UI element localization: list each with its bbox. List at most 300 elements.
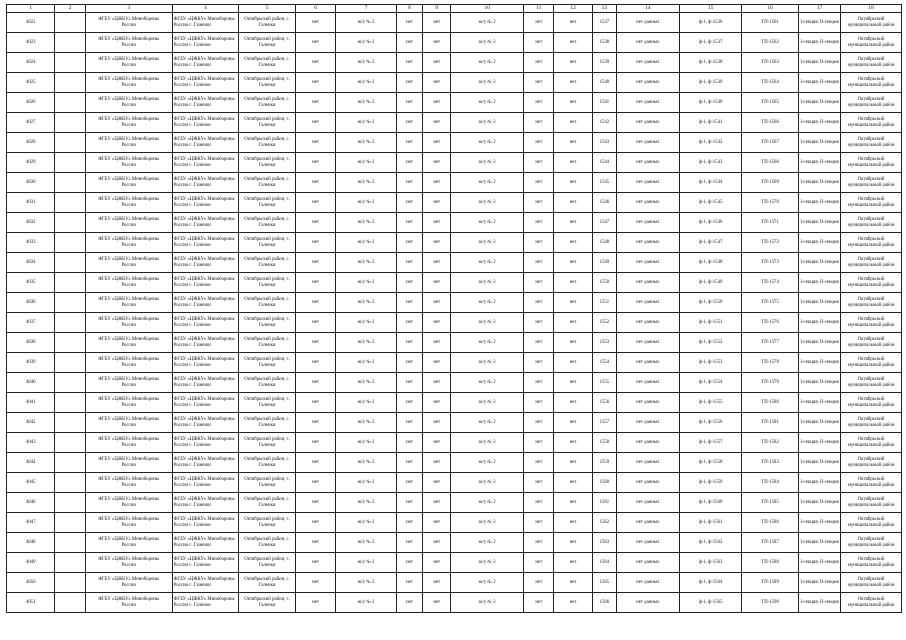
holder-cell-line-1: ФГБУ «ЦЖКУ» Минобороны	[173, 376, 235, 382]
holder-cell-line-1: ФГБУ «ЦЖКУ» Минобороны	[173, 436, 235, 442]
col-13-cell: 1554	[592, 353, 616, 373]
row-number-cell: 4033	[7, 233, 55, 253]
col-10-cell: ю/у № 2	[451, 33, 524, 53]
col-2-cell	[55, 353, 85, 373]
district-cell	[841, 373, 902, 393]
col-10-cell: ю/у № 2	[451, 113, 524, 133]
table-row	[7, 293, 902, 313]
holder-cell-line-1: ФГБУ «ЦЖКУ» Минобороны	[173, 296, 235, 302]
location-cell-line-1: Октябрьский район, с.	[244, 156, 290, 162]
district-cell	[841, 413, 902, 433]
location-cell-line-2: Галенки	[258, 202, 276, 208]
location-cell-line-1: Октябрьский район, с.	[244, 56, 290, 62]
location-cell-line-2: Галенки	[258, 342, 276, 348]
col-8-cell: нет	[396, 33, 422, 53]
location-cell-line-2: Галенки	[258, 22, 276, 28]
holder-cell-line-1: ФГБУ «ЦЖКУ» Минобороны	[173, 356, 235, 362]
district-cell-line-2: муниципальный район	[847, 522, 895, 528]
col-12-cell: нет	[554, 73, 592, 93]
table-row	[7, 153, 902, 173]
holder-cell-line-2: России с. Галенки	[173, 122, 211, 128]
organization-cell-line-1: ФГБУ «ЦЖКУ» Минобороны	[98, 116, 160, 122]
column-header-7: 7	[336, 5, 397, 13]
col-12-cell: нет	[554, 153, 592, 173]
holder-cell-line-2: России с. Галенки	[173, 582, 211, 588]
col-16-cell: ТП-1581	[742, 413, 799, 433]
district-cell	[841, 273, 902, 293]
col-9-cell: нет	[423, 253, 451, 273]
col-13-cell: 1559	[592, 453, 616, 473]
col-2-cell	[55, 253, 85, 273]
district-cell-line-2: муниципальный район	[847, 322, 895, 328]
col-14-cell: нет данных	[617, 313, 680, 333]
organization-cell-line-2: России	[121, 142, 136, 148]
col-6-cell: нет	[295, 513, 335, 533]
holder-cell	[172, 553, 239, 573]
col-11-cell: нет	[524, 393, 554, 413]
col-10-cell: ю/у № 2	[451, 153, 524, 173]
col-13-cell: 1543	[592, 133, 616, 153]
col-14-cell: нет данных	[617, 153, 680, 173]
organization-cell	[85, 493, 172, 513]
location-cell-line-2: Галенки	[258, 142, 276, 148]
col-8-cell: нет	[396, 313, 422, 333]
col-17-cell: I-секция, II-секция	[798, 33, 840, 53]
holder-cell-line-2: России с. Галенки	[173, 142, 211, 148]
organization-cell-line-1: ФГБУ «ЦЖКУ» Минобороны	[98, 256, 160, 262]
col-17-cell: I-секция, II-секция	[798, 413, 840, 433]
holder-cell-line-1: ФГБУ «ЦЖКУ» Минобороны	[173, 456, 235, 462]
col-2-cell	[55, 293, 85, 313]
organization-cell	[85, 593, 172, 613]
district-cell-line-1: Октябрьский	[857, 556, 885, 562]
location-cell-line-1: Октябрьский район, с.	[244, 456, 290, 462]
col-16-cell: ТП-1572	[742, 233, 799, 253]
column-header-18: 18	[841, 5, 902, 13]
col-14-cell: нет данных	[617, 553, 680, 573]
col-8-cell: нет	[396, 533, 422, 553]
holder-cell-line-1: ФГБУ «ЦЖКУ» Минобороны	[173, 96, 235, 102]
holder-cell	[172, 193, 239, 213]
col-16-cell: ТП-1565	[742, 93, 799, 113]
location-cell-line-1: Октябрьский район, с.	[244, 236, 290, 242]
holder-cell-line-2: России с. Галенки	[173, 382, 211, 388]
column-header-9: 9	[423, 5, 451, 13]
organization-cell-line-1: ФГБУ «ЦЖКУ» Минобороны	[98, 516, 160, 522]
district-cell	[841, 113, 902, 133]
row-number-cell: 4047	[7, 513, 55, 533]
col-15-cell: ф-1, ф-1557	[679, 433, 742, 453]
col-10-cell: ю/у № 2	[451, 233, 524, 253]
col-11-cell: нет	[524, 113, 554, 133]
col-10-cell: ю/у № 2	[451, 553, 524, 573]
district-cell-line-1: Октябрьский	[857, 516, 885, 522]
organization-cell-line-2: России	[121, 62, 136, 68]
column-header-4: 4	[172, 5, 239, 13]
district-cell-line-1: Октябрьский	[857, 416, 885, 422]
row-number-cell: 4027	[7, 113, 55, 133]
col-8-cell: нет	[396, 573, 422, 593]
district-cell-line-2: муниципальный район	[847, 262, 895, 268]
col-17-cell: I-секция, II-секция	[798, 493, 840, 513]
col-16-cell: ТП-1573	[742, 253, 799, 273]
col-9-cell: нет	[423, 273, 451, 293]
col-8-cell: нет	[396, 373, 422, 393]
location-cell	[239, 33, 296, 53]
col-9-cell: нет	[423, 553, 451, 573]
organization-cell	[85, 193, 172, 213]
col-13-cell: 1557	[592, 413, 616, 433]
location-cell-line-1: Октябрьский район, с.	[244, 556, 290, 562]
holder-cell-line-1: ФГБУ «ЦЖКУ» Минобороны	[173, 36, 235, 42]
row-number-cell: 4043	[7, 433, 55, 453]
col-15-cell: ф-1, ф-1538	[679, 53, 742, 73]
holder-cell-line-2: России с. Галенки	[173, 22, 211, 28]
holder-cell	[172, 153, 239, 173]
col-15-cell: ф-1, ф-1539	[679, 73, 742, 93]
col-6-cell: нет	[295, 473, 335, 493]
location-cell-line-2: Галенки	[258, 422, 276, 428]
location-cell-line-1: Октябрьский район, с.	[244, 396, 290, 402]
organization-cell-line-1: ФГБУ «ЦЖКУ» Минобороны	[98, 596, 160, 602]
holder-cell-line-1: ФГБУ «ЦЖКУ» Минобороны	[173, 216, 235, 222]
col-6-cell: нет	[295, 133, 335, 153]
row-number-cell: 4044	[7, 453, 55, 473]
holder-cell-line-1: ФГБУ «ЦЖКУ» Минобороны	[173, 336, 235, 342]
district-cell	[841, 13, 902, 33]
organization-cell-line-2: России	[121, 602, 136, 608]
district-cell	[841, 253, 902, 273]
col-6-cell: нет	[295, 393, 335, 413]
location-cell-line-1: Октябрьский район, с.	[244, 516, 290, 522]
col-14-cell: нет данных	[617, 333, 680, 353]
organization-cell-line-2: России	[121, 362, 136, 368]
col-10-cell: ю/у № 2	[451, 353, 524, 373]
col-17-cell: I-секция, II-секция	[798, 513, 840, 533]
col-10-cell: ю/у № 2	[451, 293, 524, 313]
row-number-cell: 4042	[7, 413, 55, 433]
organization-cell-line-2: России	[121, 262, 136, 268]
col-10-cell: ю/у № 2	[451, 173, 524, 193]
col-2-cell	[55, 73, 85, 93]
holder-cell-line-1: ФГБУ «ЦЖКУ» Минобороны	[173, 596, 235, 602]
location-cell-line-2: Галенки	[258, 242, 276, 248]
location-cell-line-1: Октябрьский район, с.	[244, 316, 290, 322]
district-cell-line-1: Октябрьский	[857, 396, 885, 402]
col-10-cell: ю/у № 2	[451, 313, 524, 333]
organization-cell-line-2: России	[121, 342, 136, 348]
col-17-cell: I-секция, II-секция	[798, 353, 840, 373]
location-cell-line-2: Галенки	[258, 602, 276, 608]
col-14-cell: нет данных	[617, 433, 680, 453]
district-cell-line-1: Октябрьский	[857, 576, 885, 582]
district-cell-line-1: Октябрьский	[857, 216, 885, 222]
organization-cell-line-2: России	[121, 382, 136, 388]
district-cell	[841, 73, 902, 93]
location-cell-line-2: Галенки	[258, 502, 276, 508]
organization-cell	[85, 373, 172, 393]
location-cell-line-2: Галенки	[258, 282, 276, 288]
organization-cell-line-1: ФГБУ «ЦЖКУ» Минобороны	[98, 456, 160, 462]
organization-cell-line-2: России	[121, 322, 136, 328]
row-number-cell: 4050	[7, 573, 55, 593]
district-cell-line-1: Октябрьский	[857, 256, 885, 262]
holder-cell	[172, 213, 239, 233]
col-8-cell: нет	[396, 273, 422, 293]
col-12-cell: нет	[554, 333, 592, 353]
column-header-8: 8	[396, 5, 422, 13]
holder-cell	[172, 513, 239, 533]
location-cell	[239, 233, 296, 253]
col-15-cell: ф-1, ф-1564	[679, 573, 742, 593]
col-13-cell: 1561	[592, 493, 616, 513]
location-cell	[239, 493, 296, 513]
row-number-cell: 4051	[7, 593, 55, 613]
col-11-cell: нет	[524, 353, 554, 373]
organization-cell-line-2: России	[121, 182, 136, 188]
col-10-cell: ю/у № 2	[451, 73, 524, 93]
col-16-cell: ТП-1574	[742, 273, 799, 293]
column-header-1: 1	[7, 5, 55, 13]
col-6-cell: нет	[295, 453, 335, 473]
organization-cell-line-1: ФГБУ «ЦЖКУ» Минобороны	[98, 556, 160, 562]
col-16-cell: ТП-1563	[742, 53, 799, 73]
col-12-cell: нет	[554, 313, 592, 333]
district-cell-line-1: Октябрьский	[857, 156, 885, 162]
col-12-cell: нет	[554, 293, 592, 313]
col-16-cell: ТП-1566	[742, 113, 799, 133]
col-8-cell: нет	[396, 213, 422, 233]
col-6-cell: нет	[295, 33, 335, 53]
col-15-cell: ф-1, ф-1543	[679, 153, 742, 173]
district-cell	[841, 213, 902, 233]
col-6-cell: нет	[295, 493, 335, 513]
holder-cell	[172, 293, 239, 313]
holder-cell-line-1: ФГБУ «ЦЖКУ» Минобороны	[173, 116, 235, 122]
column-header-16: 16	[742, 5, 799, 13]
organization-cell-line-2: России	[121, 462, 136, 468]
organization-cell-line-2: России	[121, 402, 136, 408]
col-13-cell: 1544	[592, 153, 616, 173]
col-7-cell: ю/у № 2	[336, 513, 397, 533]
district-cell-line-2: муниципальный район	[847, 222, 895, 228]
col-11-cell: нет	[524, 473, 554, 493]
col-7-cell: ю/у № 2	[336, 253, 397, 273]
col-8-cell: нет	[396, 193, 422, 213]
district-cell-line-2: муниципальный район	[847, 442, 895, 448]
col-9-cell: нет	[423, 173, 451, 193]
location-cell-line-1: Октябрьский район, с.	[244, 16, 290, 22]
col-9-cell: нет	[423, 293, 451, 313]
col-10-cell: ю/у № 2	[451, 193, 524, 213]
col-17-cell: I-секция, II-секция	[798, 53, 840, 73]
location-cell-line-1: Октябрьский район, с.	[244, 176, 290, 182]
district-cell-line-2: муниципальный район	[847, 22, 895, 28]
holder-cell-line-2: России с. Галенки	[173, 102, 211, 108]
col-6-cell: нет	[295, 573, 335, 593]
row-number-cell: 4028	[7, 133, 55, 153]
table-row	[7, 313, 902, 333]
holder-cell-line-2: России с. Галенки	[173, 422, 211, 428]
col-16-cell: ТП-1564	[742, 73, 799, 93]
table-row	[7, 393, 902, 413]
district-cell-line-1: Октябрьский	[857, 496, 885, 502]
holder-cell	[172, 233, 239, 253]
organization-cell-line-2: России	[121, 542, 136, 548]
col-10-cell: ю/у № 2	[451, 333, 524, 353]
col-11-cell: нет	[524, 573, 554, 593]
holder-cell-line-1: ФГБУ «ЦЖКУ» Минобороны	[173, 396, 235, 402]
location-cell-line-2: Галенки	[258, 382, 276, 388]
district-cell	[841, 313, 902, 333]
col-12-cell: нет	[554, 193, 592, 213]
col-10-cell: ю/у № 2	[451, 433, 524, 453]
district-cell	[841, 293, 902, 313]
table-row	[7, 513, 902, 533]
col-11-cell: нет	[524, 453, 554, 473]
col-9-cell: нет	[423, 33, 451, 53]
location-cell-line-1: Октябрьский район, с.	[244, 36, 290, 42]
col-6-cell: нет	[295, 413, 335, 433]
organization-cell-line-2: России	[121, 82, 136, 88]
col-8-cell: нет	[396, 113, 422, 133]
holder-cell-line-1: ФГБУ «ЦЖКУ» Минобороны	[173, 536, 235, 542]
col-17-cell: I-секция, II-секция	[798, 433, 840, 453]
col-2-cell	[55, 173, 85, 193]
col-7-cell: ю/у № 2	[336, 293, 397, 313]
district-cell-line-1: Октябрьский	[857, 336, 885, 342]
district-cell-line-2: муниципальный район	[847, 342, 895, 348]
col-7-cell: ю/у № 2	[336, 193, 397, 213]
table-row	[7, 113, 902, 133]
col-17-cell: I-секция, II-секция	[798, 133, 840, 153]
district-cell-line-2: муниципальный район	[847, 82, 895, 88]
row-number-cell: 4046	[7, 493, 55, 513]
col-11-cell: нет	[524, 133, 554, 153]
location-cell	[239, 593, 296, 613]
location-cell-line-2: Галенки	[258, 582, 276, 588]
organization-cell-line-2: России	[121, 482, 136, 488]
table-row	[7, 173, 902, 193]
organization-cell	[85, 213, 172, 233]
row-number-cell: 4041	[7, 393, 55, 413]
organization-cell-line-2: России	[121, 202, 136, 208]
holder-cell	[172, 113, 239, 133]
col-16-cell: ТП-1582	[742, 433, 799, 453]
col-2-cell	[55, 473, 85, 493]
organization-cell-line-1: ФГБУ «ЦЖКУ» Минобороны	[98, 336, 160, 342]
col-15-cell: ф-1, ф-1550	[679, 293, 742, 313]
holder-cell-line-2: России с. Галенки	[173, 602, 211, 608]
district-cell	[841, 33, 902, 53]
col-15-cell: ф-1, ф-1548	[679, 253, 742, 273]
col-7-cell: ю/у № 2	[336, 113, 397, 133]
col-6-cell: нет	[295, 113, 335, 133]
organization-cell-line-2: России	[121, 302, 136, 308]
organization-cell	[85, 553, 172, 573]
table-row	[7, 133, 902, 153]
organization-cell	[85, 333, 172, 353]
holder-cell	[172, 173, 239, 193]
col-11-cell: нет	[524, 293, 554, 313]
col-2-cell	[55, 13, 85, 33]
col-12-cell: нет	[554, 413, 592, 433]
col-8-cell: нет	[396, 393, 422, 413]
location-cell	[239, 393, 296, 413]
location-cell	[239, 13, 296, 33]
row-number-cell: 4024	[7, 53, 55, 73]
holder-cell	[172, 373, 239, 393]
district-cell-line-2: муниципальный район	[847, 562, 895, 568]
col-16-cell: ТП-1567	[742, 133, 799, 153]
col-2-cell	[55, 453, 85, 473]
holder-cell-line-1: ФГБУ «ЦЖКУ» Минобороны	[173, 196, 235, 202]
holder-cell-line-1: ФГБУ «ЦЖКУ» Минобороны	[173, 516, 235, 522]
col-13-cell: 1551	[592, 293, 616, 313]
holder-cell	[172, 133, 239, 153]
col-17-cell: I-секция, II-секция	[798, 153, 840, 173]
col-13-cell: 1537	[592, 13, 616, 33]
col-13-cell: 1555	[592, 373, 616, 393]
col-15-cell: ф-1, ф-1545	[679, 193, 742, 213]
holder-cell	[172, 253, 239, 273]
location-cell-line-1: Октябрьский район, с.	[244, 276, 290, 282]
col-14-cell: нет данных	[617, 13, 680, 33]
col-2-cell	[55, 313, 85, 333]
col-15-cell: ф-1, ф-1555	[679, 393, 742, 413]
district-cell-line-2: муниципальный район	[847, 422, 895, 428]
organization-cell-line-1: ФГБУ «ЦЖКУ» Минобороны	[98, 476, 160, 482]
holder-cell-line-2: России с. Галенки	[173, 542, 211, 548]
col-17-cell: I-секция, II-секция	[798, 233, 840, 253]
col-12-cell: нет	[554, 353, 592, 373]
col-14-cell: нет данных	[617, 73, 680, 93]
col-17-cell: I-секция, II-секция	[798, 533, 840, 553]
col-9-cell: нет	[423, 473, 451, 493]
organization-cell-line-1: ФГБУ «ЦЖКУ» Минобороны	[98, 316, 160, 322]
location-cell-line-2: Галенки	[258, 562, 276, 568]
holder-cell-line-1: ФГБУ «ЦЖКУ» Минобороны	[173, 476, 235, 482]
organization-cell-line-2: России	[121, 22, 136, 28]
col-7-cell: ю/у № 2	[336, 133, 397, 153]
col-15-cell: ф-1, ф-1561	[679, 513, 742, 533]
col-17-cell: I-секция, II-секция	[798, 553, 840, 573]
holder-cell	[172, 93, 239, 113]
location-cell-line-2: Галенки	[258, 402, 276, 408]
row-number-cell: 4045	[7, 473, 55, 493]
district-cell	[841, 573, 902, 593]
col-16-cell: ТП-1579	[742, 373, 799, 393]
col-17-cell: I-секция, II-секция	[798, 593, 840, 613]
col-10-cell: ю/у № 2	[451, 253, 524, 273]
district-cell-line-2: муниципальный район	[847, 542, 895, 548]
col-6-cell: нет	[295, 593, 335, 613]
col-6-cell: нет	[295, 173, 335, 193]
col-11-cell: нет	[524, 533, 554, 553]
district-cell-line-1: Октябрьский	[857, 196, 885, 202]
location-cell	[239, 353, 296, 373]
col-11-cell: нет	[524, 253, 554, 273]
location-cell-line-2: Галенки	[258, 302, 276, 308]
col-7-cell: ю/у № 2	[336, 393, 397, 413]
col-17-cell: I-секция, II-секция	[798, 73, 840, 93]
col-16-cell: ТП-1571	[742, 213, 799, 233]
col-17-cell: I-секция, II-секция	[798, 253, 840, 273]
district-cell-line-2: муниципальный район	[847, 122, 895, 128]
holder-cell-line-2: России с. Галенки	[173, 262, 211, 268]
row-number-cell: 4036	[7, 293, 55, 313]
organization-cell-line-2: России	[121, 42, 136, 48]
